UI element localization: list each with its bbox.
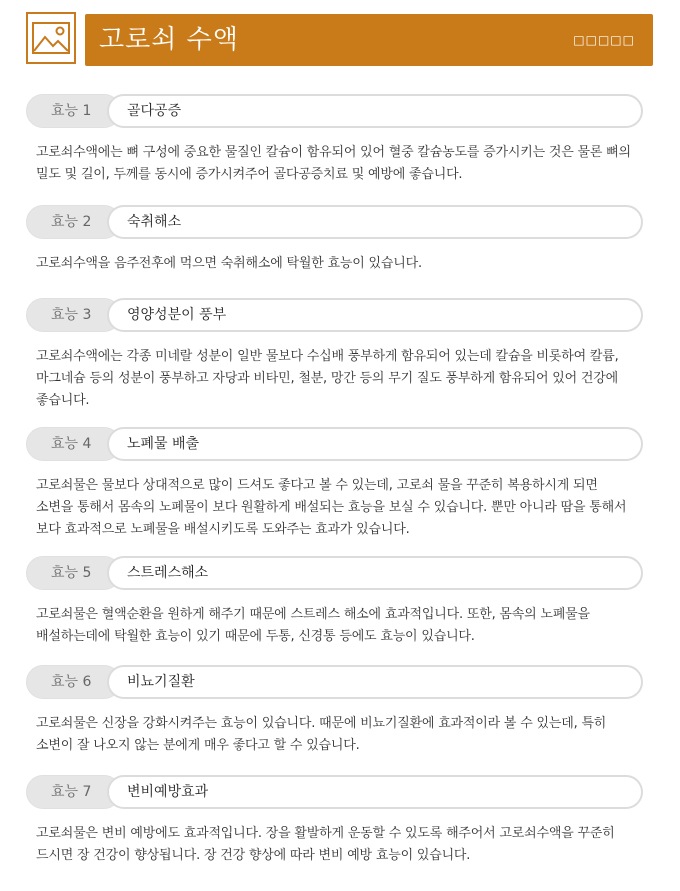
benefit-description: 고로쇠수액에는 뼈 구성에 중요한 물질인 칼슘이 함유되어 있어 혈중 칼슘농도를 증가시키는 것은 물론 뼈의 밀도 및 길이, 두께를 동시에 증가시켜주어 골다공증치료 및 예방에 좋습니다. xyxy=(36,145,631,182)
page-title: 고로쇠 수액 xyxy=(99,25,239,55)
benefit-badge: 효능 1 xyxy=(26,94,121,128)
benefit-description: 고로쇠수액을 음주전후에 먹으면 숙취해소에 탁월한 효능이 있습니다. xyxy=(36,256,422,271)
benefit-section-6 xyxy=(26,665,644,757)
benefit-section-5 xyxy=(26,556,644,648)
benefit-label: 노폐물 배출 xyxy=(107,427,643,461)
benefit-badge: 효능 3 xyxy=(26,298,121,332)
benefit-label: 숙취해소 xyxy=(107,205,643,239)
benefit-badge: 효능 4 xyxy=(26,427,121,461)
benefit-label: 영양성분이 풍부 xyxy=(107,298,643,332)
page-header xyxy=(26,12,654,68)
benefit-label: 변비예방효과 xyxy=(107,775,643,809)
benefit-label: 비뇨기질환 xyxy=(107,665,643,699)
benefit-badge: 효능 2 xyxy=(26,205,121,239)
benefit-badge: 효능 6 xyxy=(26,665,121,699)
benefit-description: 고로쇠물은 신장을 강화시켜주는 효능이 있습니다. 때문에 비뇨기질환에 효과적이라 볼 수 있는데, 특히 소변이 잘 나오지 않는 분에게 매우 좋다고 할 수 있습니다. xyxy=(36,716,607,753)
benefit-description: 고로쇠수액에는 각종 미네랄 성분이 일반 물보다 수십배 풍부하게 함유되어 있는데 칼슘을 비롯하여 칼륨,마그네슘 등의 성분이 풍부하고 자당과 비타민, 철분, 망간 등의 무기 질도 풍부하게 함유되어 있어 건강에 좋습니다. xyxy=(36,349,619,408)
benefit-badge: 효능 5 xyxy=(26,556,121,590)
benefit-badge: 효능 7 xyxy=(26,775,121,809)
benefit-description: 고로쇠물은 물보다 상대적으로 많이 드셔도 좋다고 볼 수 있는데, 고로쇠 물을 꾸준히 복용하시게 되면 소변을 통해서 몸속의 노폐물이 보다 원활하게 배설되는 효능을 보실 수 있습니다. 뿐만 아니라 땀을 통해서 보다 효과적으로 노폐물을 배설시키도록 도와주는 효과가 있습니다. xyxy=(36,478,627,537)
benefit-section-7 xyxy=(26,775,644,867)
benefit-label: 스트레스해소 xyxy=(107,556,643,590)
benefit-section-4 xyxy=(26,427,644,541)
benefit-description: 고로쇠물은 변비 예방에도 효과적입니다. 장을 활발하게 운동할 수 있도록 해주어서 고로쇠수액을 꾸준히 드시면 장 건강이 향상됩니다. 장 건강 향상에 따라 변비 예방 효능이 있습니다. xyxy=(36,826,615,863)
title-bar xyxy=(85,14,653,66)
title-squares: □□□□□ xyxy=(573,33,635,47)
benefit-description: 고로쇠물은 혈액순환을 원하게 해주기 때문에 스트레스 해소에 효과적입니다. 또한, 몸속의 노폐물을 배설하는데에 탁월한 효능이 있기 때문에 두통, 신경통 등에도 효능이 있습니다. xyxy=(36,607,590,644)
image-icon xyxy=(31,21,71,55)
benefit-section-3 xyxy=(26,298,644,412)
logo xyxy=(26,12,76,64)
benefit-label: 골다공증 xyxy=(107,94,643,128)
benefit-section-1 xyxy=(26,94,644,186)
benefit-section-2 xyxy=(26,205,644,275)
